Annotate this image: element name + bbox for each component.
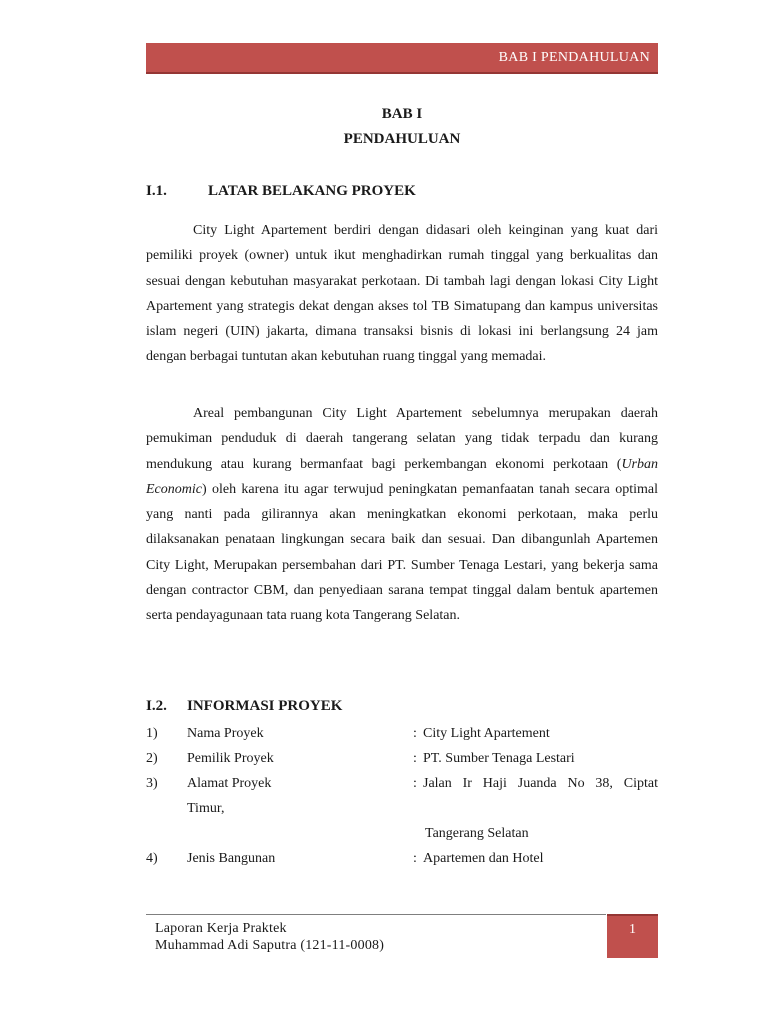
page-number: 1 bbox=[629, 922, 636, 937]
info-colon: : bbox=[413, 851, 417, 866]
footer-author: Muhammad Adi Saputra (121-11-0008) bbox=[155, 938, 385, 953]
section-heading-informasi-proyek bbox=[146, 698, 342, 715]
info-row-jenis-bangunan bbox=[146, 846, 658, 871]
project-info-list bbox=[146, 721, 658, 871]
page-header-bar bbox=[146, 43, 658, 74]
paragraph-text: Areal pembangunan City Light Apartement sebelumnya merupakan daerah pemukiman penduduk di daerah tangerang selatan yang tidak terpadu dan kurang mendukung atau kurang bermanfaat bagi perkembangan ekonomi perkotaan ( bbox=[146, 406, 658, 472]
section-heading-latar-belakang bbox=[146, 183, 416, 200]
section-number: I.1. bbox=[146, 183, 167, 199]
section-title: INFORMASI PROYEK bbox=[187, 698, 343, 714]
info-value: Apartemen dan Hotel bbox=[423, 851, 544, 866]
info-index: 1) bbox=[146, 726, 158, 741]
info-colon: : bbox=[413, 776, 417, 791]
info-index: 4) bbox=[146, 851, 158, 866]
info-value: PT. Sumber Tenaga Lestari bbox=[423, 751, 575, 766]
info-label: Nama Proyek bbox=[187, 726, 264, 741]
info-colon: : bbox=[413, 726, 417, 741]
info-value: Jalan Ir Haji Juanda No 38, Ciptat bbox=[423, 776, 658, 791]
paragraph-text: ) oleh karena itu agar terwujud peningkatan pemanfaatan tanah secara optimal yang nanti pada gilirannya akan meningkatkan ekonomi perkotaan, maka perlu dilaksanakan penataan lingkungan secara baik dan sesuai. Dan dibangunlah Apartemen City Light, Merupakan persembahan dari PT. Sumber Tenaga Lestari, yang bekerja sama dengan contractor CBM, dan penyediaan sarana tempat tinggal dalam bentuk apartemen serta pendayagunaan tata ruang kota Tangerang Selatan. bbox=[146, 481, 658, 624]
footer-text bbox=[155, 920, 384, 954]
info-label: Alamat Proyek bbox=[187, 776, 272, 791]
section-number: I.2. bbox=[146, 698, 167, 714]
info-row-nama-proyek bbox=[146, 721, 658, 746]
header-title: BAB I PENDAHULUAN bbox=[498, 50, 650, 65]
chapter-title: PENDAHULUAN bbox=[343, 131, 461, 147]
paragraph-latar-belakang-1: City Light Apartement berdiri dengan didasari oleh keinginan yang kuat dari pemiliki proyek (owner) untuk ikut menghadirkan rumah tinggal yang berkualitas dan sesuai dengan kebutuhan masyarakat perkotaan. Di tambah lagi dengan lokasi City Light Apartement yang strategis dekat dengan akses tol TB Simatupang dan kampus universitas islam negeri (UIN) jakarta, dimana transaksi bisnis di lokasi ini berlangsung 24 jam dengan berbagai tuntutan akan kebutuhan ruang tinggal yang memadai. bbox=[146, 223, 658, 365]
info-value: City Light Apartement bbox=[423, 726, 550, 741]
info-index: 2) bbox=[146, 751, 158, 766]
info-value-line2: Tangerang Selatan bbox=[425, 826, 529, 841]
page-number-box bbox=[607, 914, 658, 958]
info-index: 3) bbox=[146, 776, 158, 791]
paragraph-latar-belakang-2 bbox=[146, 401, 658, 629]
footer-divider bbox=[146, 914, 606, 915]
info-label: Pemilik Proyek bbox=[187, 751, 274, 766]
info-row-pemilik-proyek bbox=[146, 746, 658, 771]
info-row-alamat-proyek bbox=[146, 771, 658, 796]
footer-report-title: Laporan Kerja Praktek bbox=[155, 921, 287, 936]
info-colon: : bbox=[413, 751, 417, 766]
section-title: LATAR BELAKANG PROYEK bbox=[208, 183, 416, 199]
info-label: Jenis Bangunan bbox=[187, 851, 276, 866]
info-value-continuation: Timur, bbox=[187, 801, 225, 816]
chapter-number: BAB I bbox=[381, 106, 423, 122]
italic-term: Urban Economic bbox=[146, 456, 658, 497]
